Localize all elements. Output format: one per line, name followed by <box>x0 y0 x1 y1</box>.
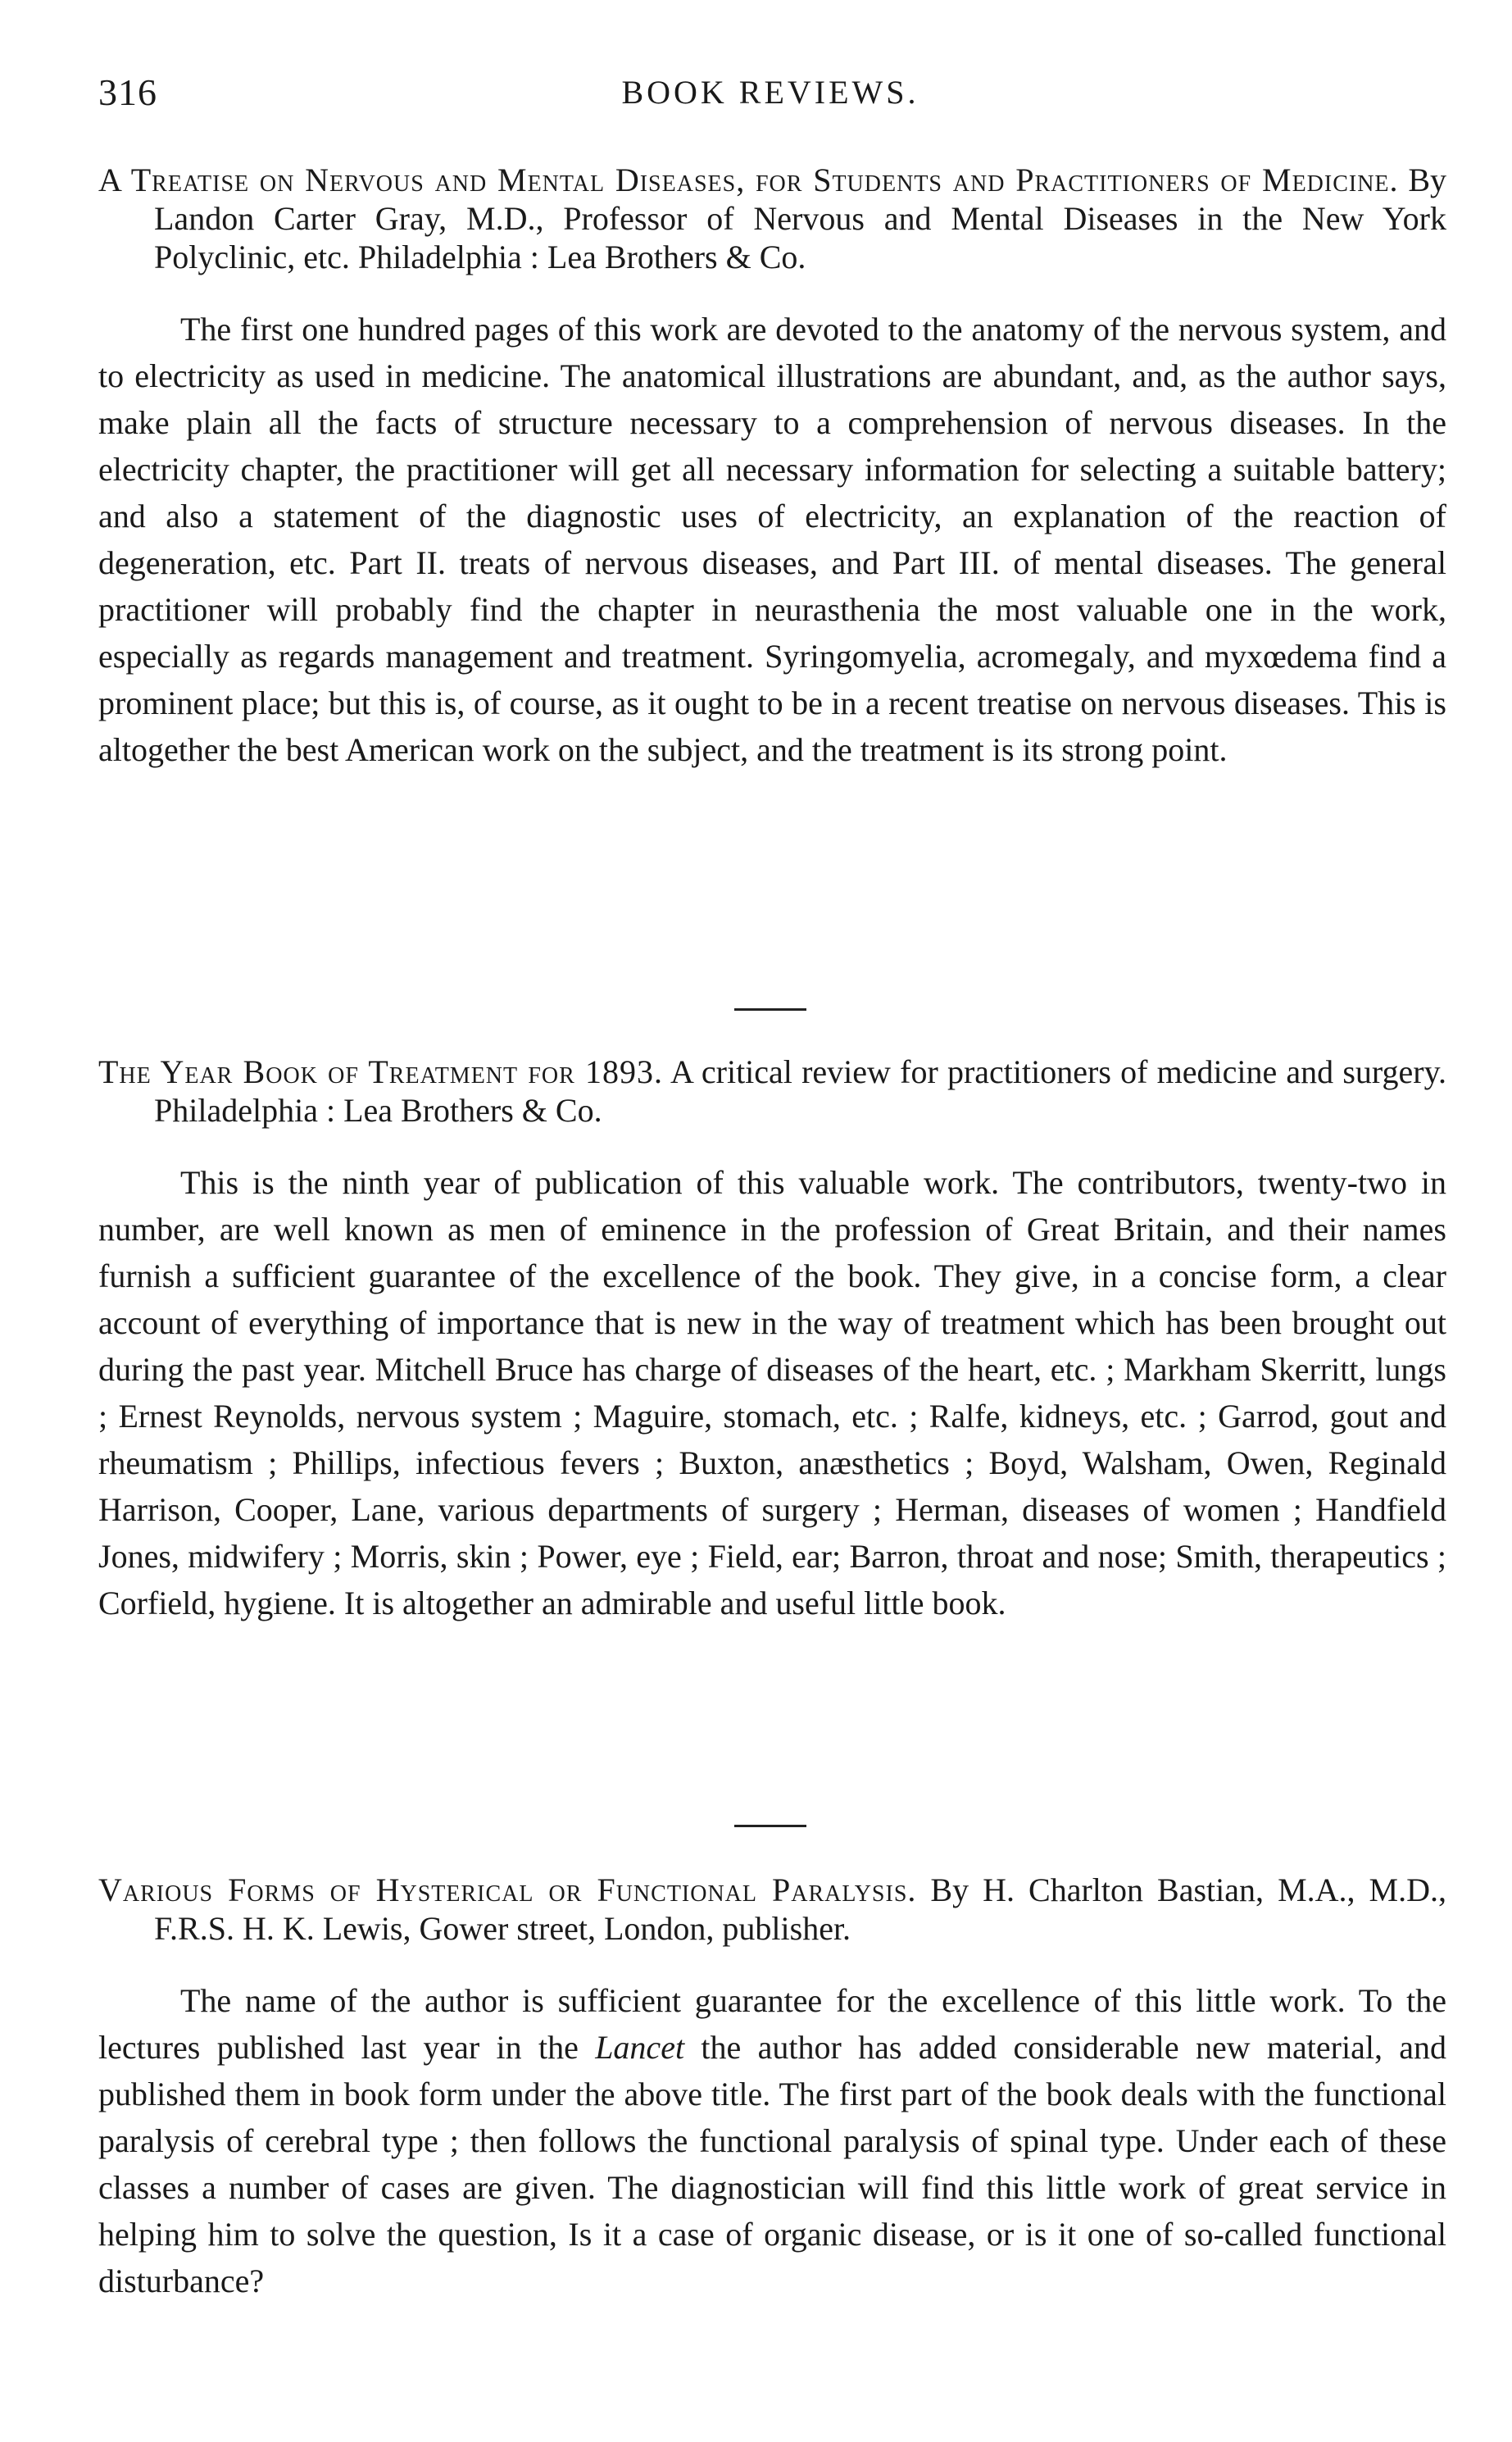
running-head <box>98 64 1442 121</box>
review-bastian-paralysis <box>98 1871 1446 2304</box>
running-title: BOOK REVIEWS. <box>621 74 919 111</box>
review-body: The name of the author is sufficient guarantee for the excellence of this little work. To the lectures published last year in the Lancet the author has added considerable new material, and published them in book form under the above title. The first part of the book deals with the functional paralysis of cerebral type ; then follows the functional paralysis of spinal type. Under each of these classes a number of cases are given. The diagnostician will find this little work of great service in helping him to solve the question, Is it a case of organic disease, or is it one of so-called functional disturbance? <box>98 1982 1447 2299</box>
journal-title-lancet: Lancet <box>595 2029 685 2066</box>
review-citation: By H. Charlton Bastian, M.A., M.D., F.R.S. H. K. Lewis, Gower street, London, publisher. <box>154 1871 1446 1947</box>
review-title: The Year Book of Treatment for 1893. <box>98 1053 663 1090</box>
review-body: The first one hundred pages of this work are devoted to the anatomy of the nervous system, and to electricity as used in medicine. The anatomical illustrations are abundant, and, as the author says, make plain all the facts of structure necessary to a comprehension of nervous diseases. In the electricity chapter, the practitioner will get all necessary information for selecting a suitable battery; and also a statement of the diagnostic uses of electricity, an explanation of the reaction of degeneration, etc. Part II. treats of nervous diseases, and Part III. of mental diseases. The general practitioner will probably find the chapter in neurasthenia the most valuable one in the work, especially as regards management and treatment. Syringomyelia, acromegaly, and myxœdema find a prominent place; but this is, of course, as it ought to be in a recent treatise on nervous diseases. This is altogether the best American work on the subject, and the treatment is its strong point. <box>98 311 1446 768</box>
review-gray-treatise <box>98 161 1446 773</box>
review-citation: A critical review for practitioners of medicine and surgery. Philadelphia : Lea Brothers & Co. <box>154 1053 1447 1129</box>
review-heading <box>98 1871 1446 1948</box>
review-citation: By Landon Carter Gray, M.D., Professor of Nervous and Mental Diseases in the New York Polyclinic, etc. Philadelphia : Lea Brothers & Co. <box>154 161 1447 275</box>
page-number: 316 <box>98 71 157 113</box>
section-divider <box>734 1825 806 1827</box>
review-heading <box>98 161 1446 276</box>
section-divider <box>734 1008 806 1011</box>
review-title: A Treatise on Nervous and Mental Diseases, for Students and Practitioners of Medicine. <box>98 161 1399 198</box>
review-title: Various Forms of Hysterical or Functional Paralysis. <box>98 1871 917 1908</box>
review-year-book <box>98 1053 1446 1626</box>
review-body: This is the ninth year of publication of this valuable work. The contributors, twenty-two in number, are well known as men of eminence in the profession of Great Britain, and their names furnish a sufficient guarantee of the excellence of the book. They give, in a concise form, a clear account of everything of importance that is new in the way of treatment which has been brought out during the past year. Mitchell Bruce has charge of diseases of the heart, etc. ; Markham Skerritt, lungs ; Ernest Reynolds, nervous system ; Maguire, stomach, etc. ; Ralfe, kidneys, etc. ; Garrod, gout and rheumatism ; Phillips, infectious fevers ; Buxton, anæsthetics ; Boyd, Walsham, Owen, Reginald Harrison, Cooper, Lane, various departments of surgery ; Herman, diseases of women ; Handfield Jones, midwifery ; Morris, skin ; Power, eye ; Field, ear; Barron, throat and nose; Smith, therapeutics ; Corfield, hygiene. It is altogether an admirable and useful little book. <box>98 1164 1446 1621</box>
review-heading <box>98 1053 1446 1130</box>
